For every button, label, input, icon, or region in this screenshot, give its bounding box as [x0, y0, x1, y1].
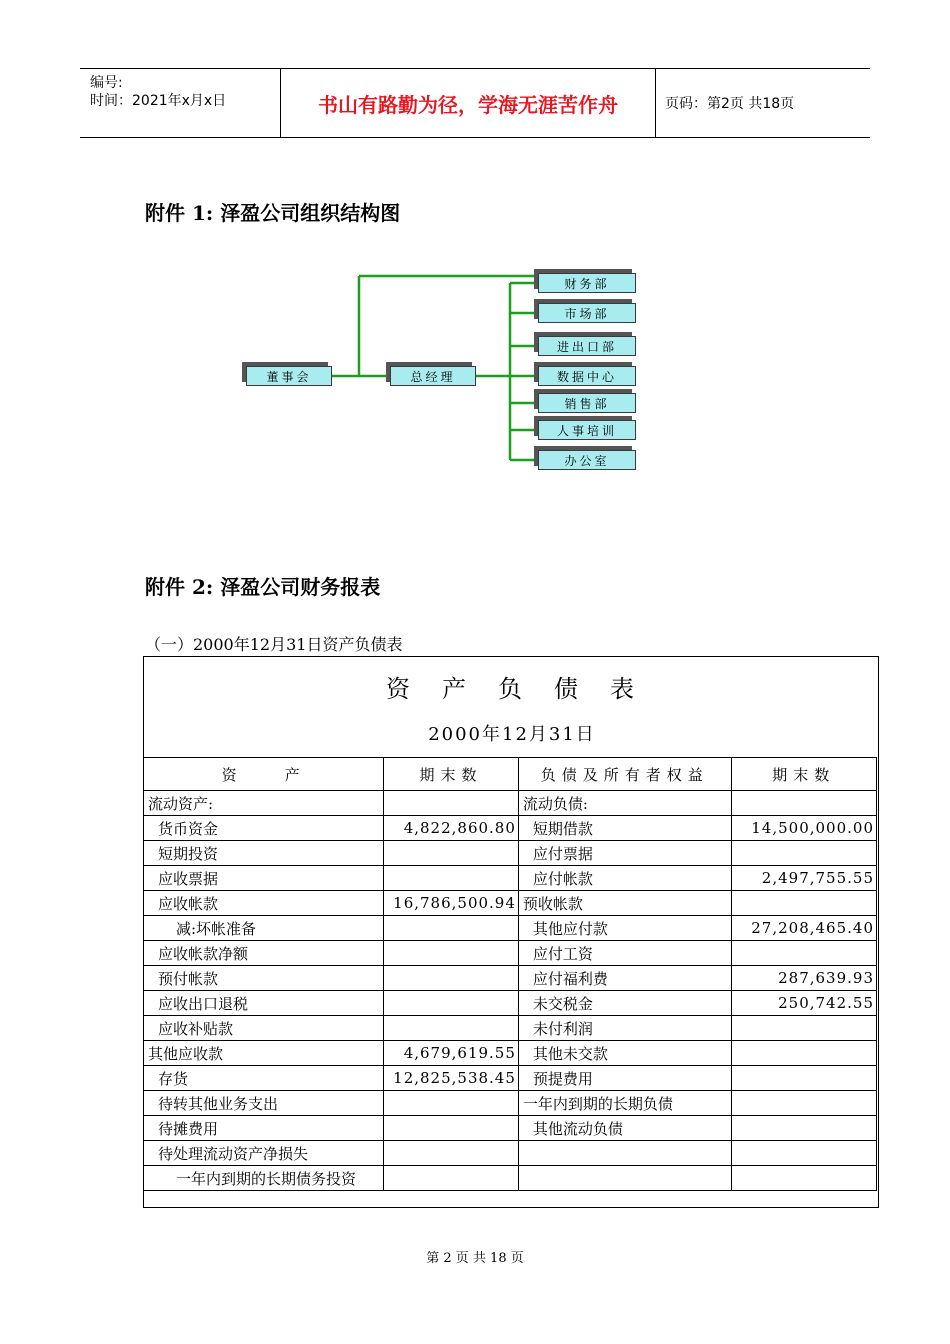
amount-cell: 250,742.55: [731, 991, 876, 1016]
amount-cell: [731, 1016, 876, 1041]
balance-sheet-date: 2000年12月31日: [428, 724, 596, 745]
amount-cell: 27,208,465.40: [731, 916, 876, 941]
item-cell: 一年内到期的长期负债: [518, 1091, 731, 1116]
item-cell: 待处理流动资产净损失: [144, 1141, 384, 1166]
attachment2-heading: 附件 2: 泽盈公司财务报表: [145, 575, 381, 599]
table-row: [144, 966, 877, 991]
org-box-data-center: 数据中心: [538, 366, 636, 386]
amount-cell: [384, 1016, 519, 1041]
item-cell: 预付帐款: [144, 966, 384, 991]
item-cell: 应付票据: [518, 841, 731, 866]
table-row: [144, 1041, 877, 1066]
header-motto: 书山有路勤为径，学海无涯苦作舟: [280, 69, 656, 137]
attachment1-heading: 附件 1: 泽盈公司组织结构图: [145, 201, 401, 225]
table-row: [144, 816, 877, 841]
balance-sheet-table: [143, 757, 877, 1191]
org-box-board: 董事会: [246, 366, 332, 386]
balance-sheet-caption: （一）2000年12月31日资产负债表: [145, 635, 403, 654]
org-box-finance: 财务部: [538, 273, 636, 293]
table-row: [144, 1091, 877, 1116]
amount-cell: [731, 1141, 876, 1166]
amount-cell: [384, 841, 519, 866]
amount-cell: 287,639.93: [731, 966, 876, 991]
amount-cell: 14,500,000.00: [731, 816, 876, 841]
item-cell: 待摊费用: [144, 1116, 384, 1141]
amount-cell: [731, 791, 876, 816]
item-cell: 应付工资: [518, 941, 731, 966]
amount-cell: [384, 1166, 519, 1191]
amount-cell: [731, 891, 876, 916]
item-cell: 应收出口退税: [144, 991, 384, 1016]
table-row: [144, 1166, 877, 1191]
amount-cell: [384, 1141, 519, 1166]
org-box-sales: 销售部: [538, 393, 636, 413]
table-row: [144, 841, 877, 866]
item-cell: 减:坏帐准备: [144, 916, 384, 941]
amount-cell: [731, 941, 876, 966]
table-row: [144, 941, 877, 966]
table-row: [144, 1016, 877, 1041]
column-header: 期末数: [384, 758, 519, 791]
item-cell: 存货: [144, 1066, 384, 1091]
amount-cell: [384, 1091, 519, 1116]
item-cell: [518, 1166, 731, 1191]
column-header: 负债及所有者权益: [518, 758, 731, 791]
item-cell: 预提费用: [518, 1066, 731, 1091]
item-cell: 未交税金: [518, 991, 731, 1016]
amount-cell: [384, 1116, 519, 1141]
table-row: [144, 791, 877, 816]
table-row: [144, 1116, 877, 1141]
org-box-office: 办公室: [538, 450, 636, 470]
amount-cell: [731, 1091, 876, 1116]
item-cell: 货币资金: [144, 816, 384, 841]
amount-cell: 4,822,860.80: [384, 816, 519, 841]
item-cell: 应收票据: [144, 866, 384, 891]
item-cell: 流动负债:: [518, 791, 731, 816]
table-row: [144, 991, 877, 1016]
amount-cell: [731, 1166, 876, 1191]
item-cell: 预收帐款: [518, 891, 731, 916]
org-box-general-manager: 总经理: [390, 366, 476, 386]
amount-cell: 16,786,500.94: [384, 891, 519, 916]
amount-cell: [384, 991, 519, 1016]
page-footer: 第 2 页 共 18 页: [426, 1251, 524, 1266]
org-box-marketing: 市场部: [538, 303, 636, 323]
doc-time-label: 时间：2021年x月x日: [90, 93, 227, 109]
amount-cell: [384, 941, 519, 966]
amount-cell: [731, 841, 876, 866]
header-meta: [80, 69, 280, 137]
table-header-row: [144, 758, 877, 791]
page-header: [80, 68, 870, 138]
amount-cell: [731, 1066, 876, 1091]
item-cell: 应付福利费: [518, 966, 731, 991]
item-cell: 一年内到期的长期债务投资: [144, 1166, 384, 1191]
balance-sheet-title: 资 产 负 债 表: [386, 675, 638, 703]
amount-cell: 12,825,538.45: [384, 1066, 519, 1091]
item-cell: 其他应收款: [144, 1041, 384, 1066]
amount-cell: [731, 1116, 876, 1141]
org-box-hr-training: 人事培训: [538, 420, 636, 440]
amount-cell: [384, 966, 519, 991]
amount-cell: [384, 916, 519, 941]
table-row: [144, 916, 877, 941]
item-cell: 其他流动负债: [518, 1116, 731, 1141]
item-cell: 其他未交款: [518, 1041, 731, 1066]
table-row: [144, 866, 877, 891]
amount-cell: [384, 866, 519, 891]
item-cell: 应收补贴款: [144, 1016, 384, 1041]
item-cell: 其他应付款: [518, 916, 731, 941]
item-cell: 流动资产:: [144, 791, 384, 816]
balance-sheet: [143, 656, 879, 1208]
amount-cell: 4,679,619.55: [384, 1041, 519, 1066]
item-cell: 短期借款: [518, 816, 731, 841]
table-row: [144, 1066, 877, 1091]
item-cell: 应收帐款: [144, 891, 384, 916]
column-header: 资 产: [144, 758, 384, 791]
header-page-label: 页码：第2页 共18页: [665, 96, 795, 112]
item-cell: 应付帐款: [518, 866, 731, 891]
amount-cell: [384, 791, 519, 816]
item-cell: [518, 1141, 731, 1166]
table-row: [144, 1141, 877, 1166]
org-box-import-export: 进出口部: [538, 336, 636, 356]
item-cell: 待转其他业务支出: [144, 1091, 384, 1116]
doc-number-label: 编号:: [90, 75, 123, 91]
item-cell: 未付利润: [518, 1016, 731, 1041]
column-header: 期末数: [731, 758, 876, 791]
item-cell: 短期投资: [144, 841, 384, 866]
item-cell: 应收帐款净额: [144, 941, 384, 966]
table-row: [144, 891, 877, 916]
amount-cell: 2,497,755.55: [731, 866, 876, 891]
amount-cell: [731, 1041, 876, 1066]
